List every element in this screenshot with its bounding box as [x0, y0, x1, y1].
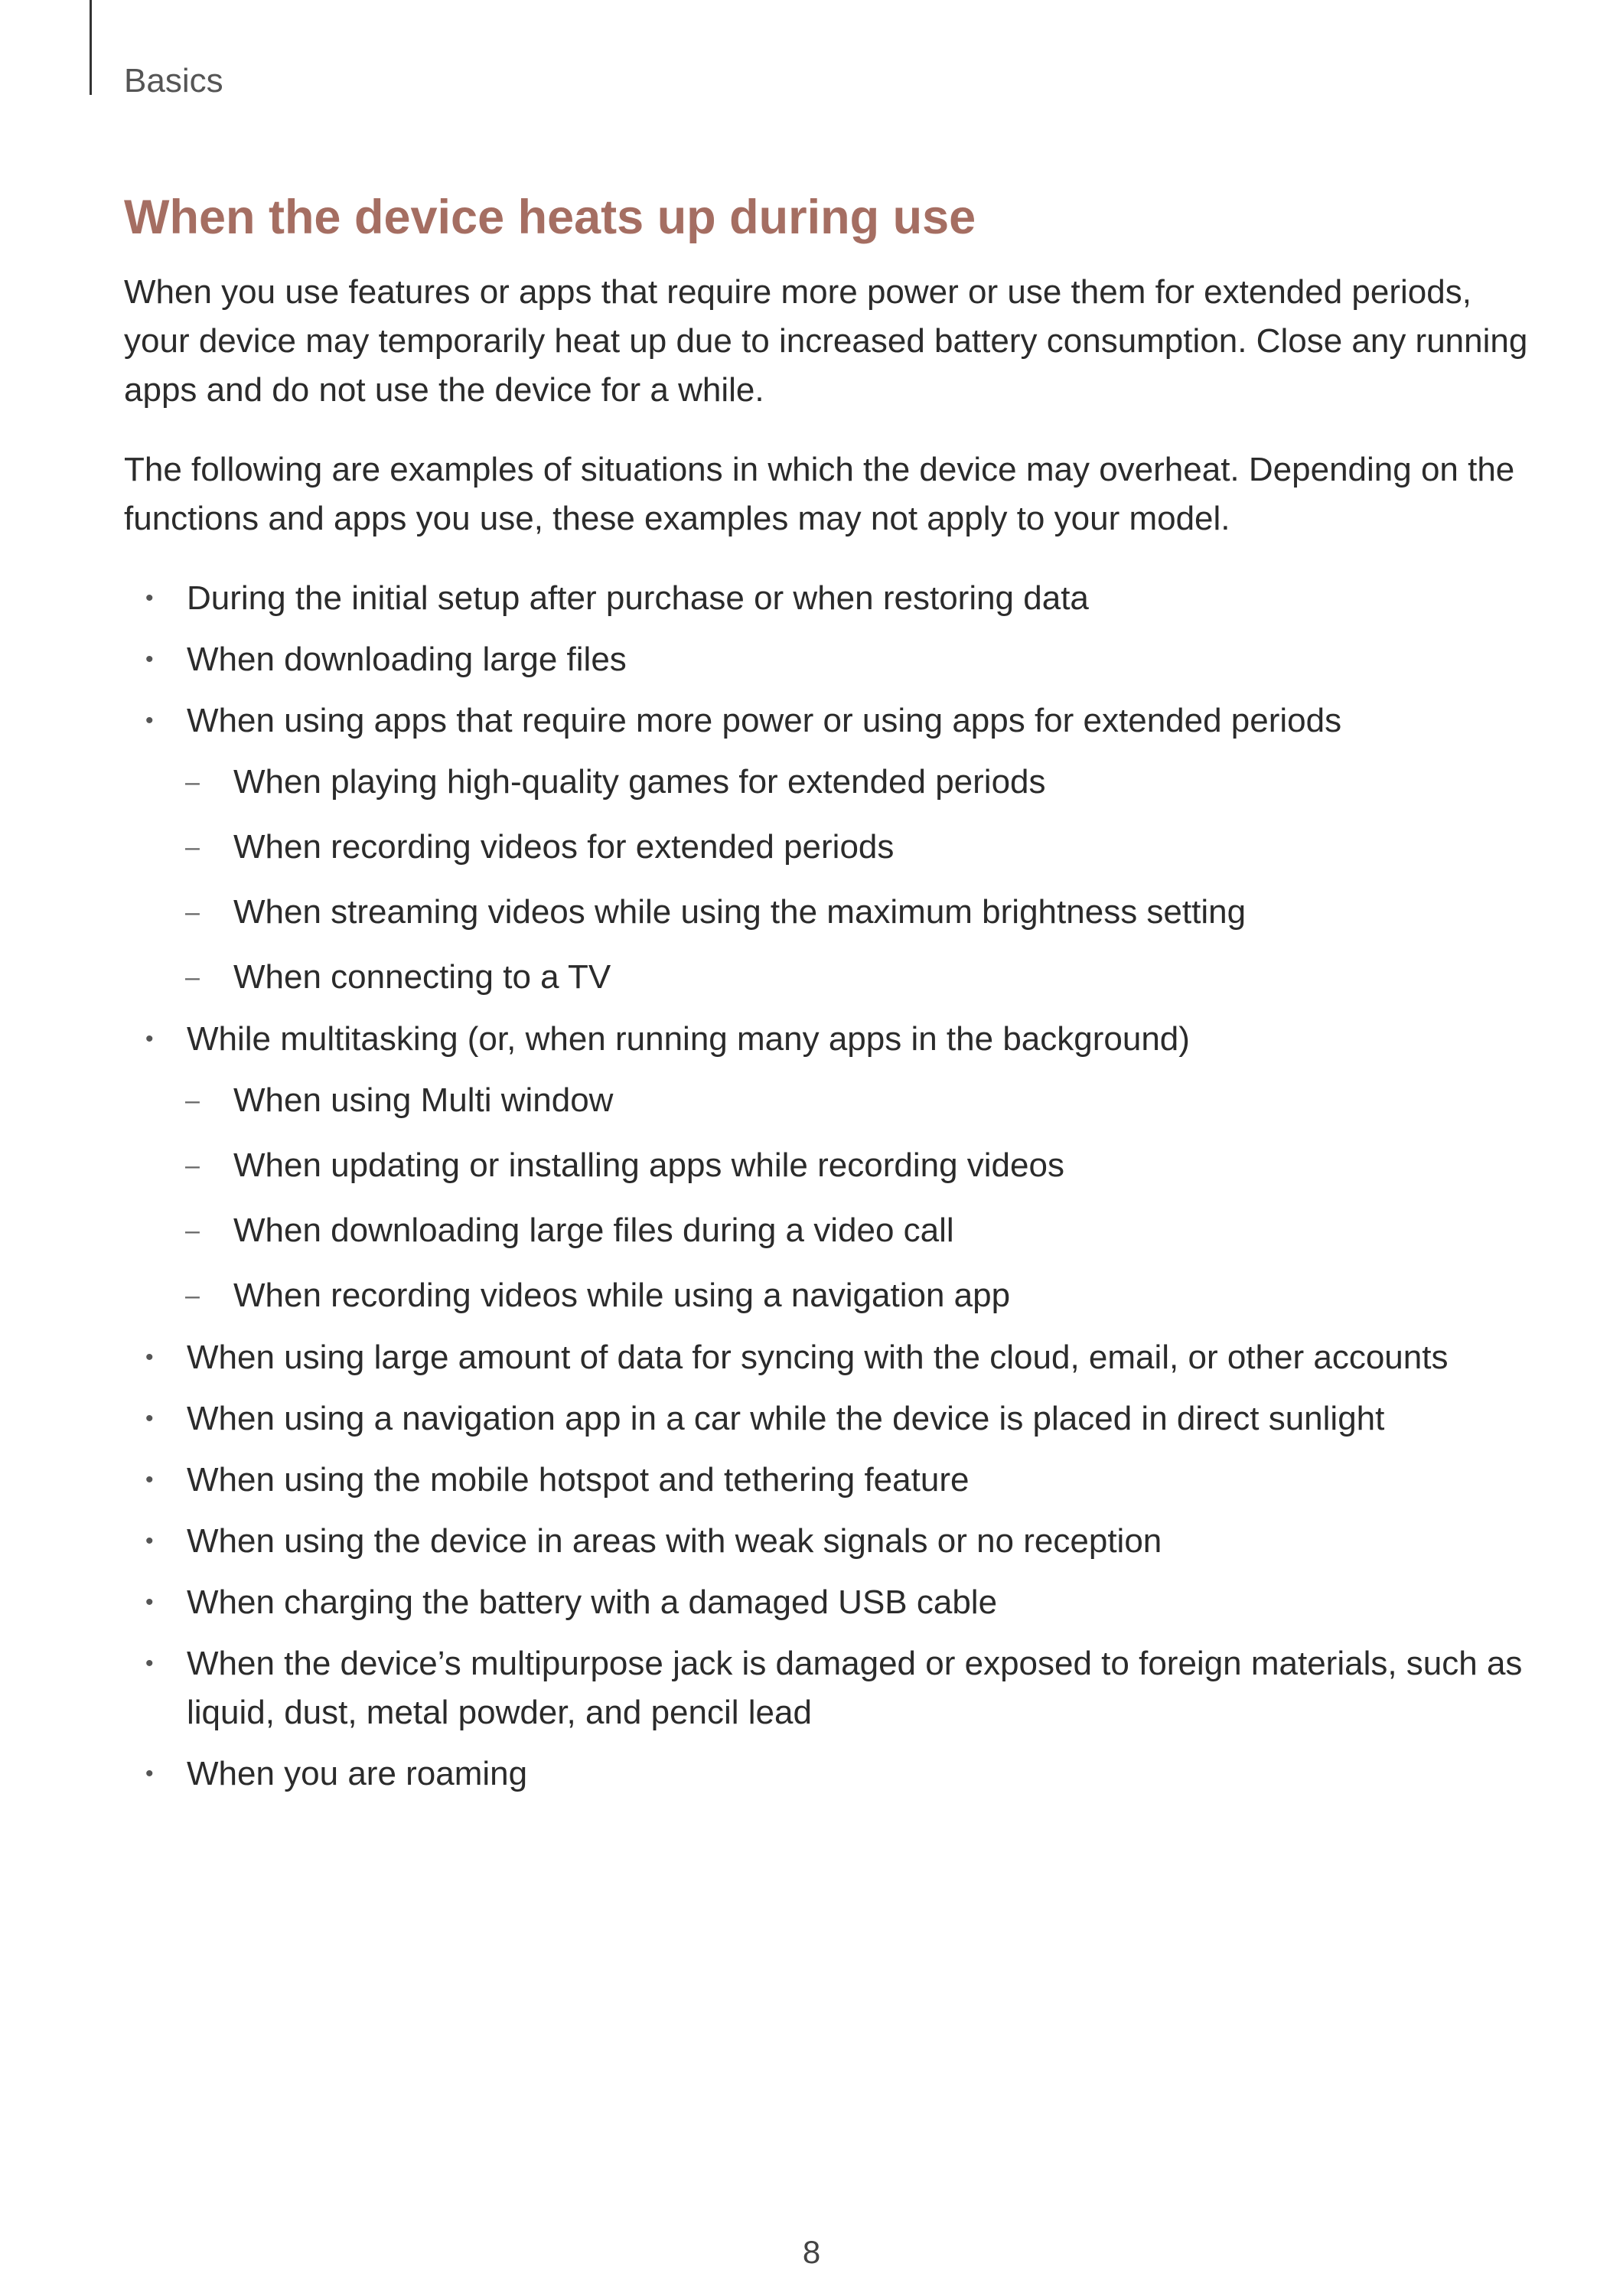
sub-list-item-text: When playing high-quality games for extended periods: [233, 763, 1046, 801]
bullet-icon: •: [145, 1651, 154, 1676]
list-item-text: During the initial setup after purchase or when restoring data: [187, 579, 1089, 617]
bullet-icon: •: [145, 1590, 154, 1615]
document-body: [124, 187, 1532, 1811]
list-item: [124, 1578, 1532, 1627]
list-item: [124, 635, 1532, 684]
sub-list-item-text: When updating or installing apps while recording videos: [233, 1146, 1064, 1184]
sub-list-item: [124, 888, 1532, 937]
sub-list-item: [124, 758, 1532, 807]
sub-list-item: [124, 1141, 1532, 1190]
list-item-text: When using the device in areas with weak signals or no reception: [187, 1522, 1162, 1560]
margin-rule: [90, 0, 92, 95]
list-item: [124, 1394, 1532, 1443]
bullet-icon: •: [145, 708, 154, 733]
dash-icon: –: [185, 898, 200, 927]
list-item: [124, 1015, 1532, 1064]
bullet-icon: •: [145, 647, 154, 672]
bullet-icon: •: [145, 1345, 154, 1370]
list-item-text: When charging the battery with a damaged USB cable: [187, 1583, 998, 1621]
list-item-text: When using apps that require more power or using apps for extended periods: [187, 702, 1342, 739]
sub-list-item: [124, 823, 1532, 872]
bullet-icon: •: [145, 1467, 154, 1492]
dash-icon: –: [185, 1151, 200, 1180]
list-item-text: When you are roaming: [187, 1755, 528, 1792]
list-item-text: When the device’s multipurpose jack is damaged or exposed to foreign materials, such as liquid, dust, metal powder, and pencil lead: [187, 1645, 1523, 1731]
list-item: [124, 1517, 1532, 1566]
list-item: [124, 1639, 1532, 1737]
page-number: 8: [802, 2234, 821, 2270]
list-item: [124, 696, 1532, 745]
list-item-text: When downloading large files: [187, 641, 627, 678]
running-header: Basics: [124, 62, 223, 99]
bullet-icon: •: [145, 1528, 154, 1554]
bullet-icon: •: [145, 1761, 154, 1786]
dash-icon: –: [185, 1086, 200, 1115]
sub-list-item-text: When downloading large files during a video call: [233, 1212, 954, 1249]
dash-icon: –: [185, 1281, 200, 1310]
sub-list-item: [124, 1076, 1532, 1125]
section-title: When the device heats up during use: [124, 191, 976, 244]
list-item-text: When using large amount of data for syncing with the cloud, email, or other accounts: [187, 1339, 1449, 1376]
dash-icon: –: [185, 833, 200, 862]
sub-list-item-text: When using Multi window: [233, 1081, 614, 1119]
dash-icon: –: [185, 768, 200, 797]
bullet-icon: •: [145, 1026, 154, 1052]
sub-list-item-text: When recording videos for extended periods: [233, 828, 895, 866]
bullet-icon: •: [145, 1406, 154, 1431]
examples-paragraph: The following are examples of situations in which the device may overheat. Depending on the functions and apps you use, these examples may not apply to your model.: [124, 451, 1515, 537]
list-item: [124, 1456, 1532, 1505]
list-item: [124, 1333, 1532, 1382]
sub-list-item: [124, 1206, 1532, 1255]
intro-paragraph: When you use features or apps that require more power or use them for extended periods, your device may temporarily heat up due to increased battery consumption. Close any running apps and do not use the device for a while.: [124, 273, 1528, 409]
sub-list-item-text: When recording videos while using a navigation app: [233, 1277, 1011, 1314]
sub-list-item: [124, 953, 1532, 1002]
sub-list-item: [124, 1271, 1532, 1320]
bullet-icon: •: [145, 585, 154, 611]
dash-icon: –: [185, 963, 200, 992]
dash-icon: –: [185, 1216, 200, 1245]
sub-list-item-text: When connecting to a TV: [233, 958, 611, 996]
overheat-examples-list: [124, 574, 1532, 1799]
list-item: [124, 1750, 1532, 1799]
list-item-text: When using the mobile hotspot and tethering feature: [187, 1461, 970, 1499]
list-item-text: While multitasking (or, when running many apps in the background): [187, 1020, 1190, 1058]
list-item: [124, 574, 1532, 623]
sub-list-item-text: When streaming videos while using the maximum brightness setting: [233, 893, 1247, 931]
list-item-text: When using a navigation app in a car while the device is placed in direct sunlight: [187, 1400, 1385, 1437]
